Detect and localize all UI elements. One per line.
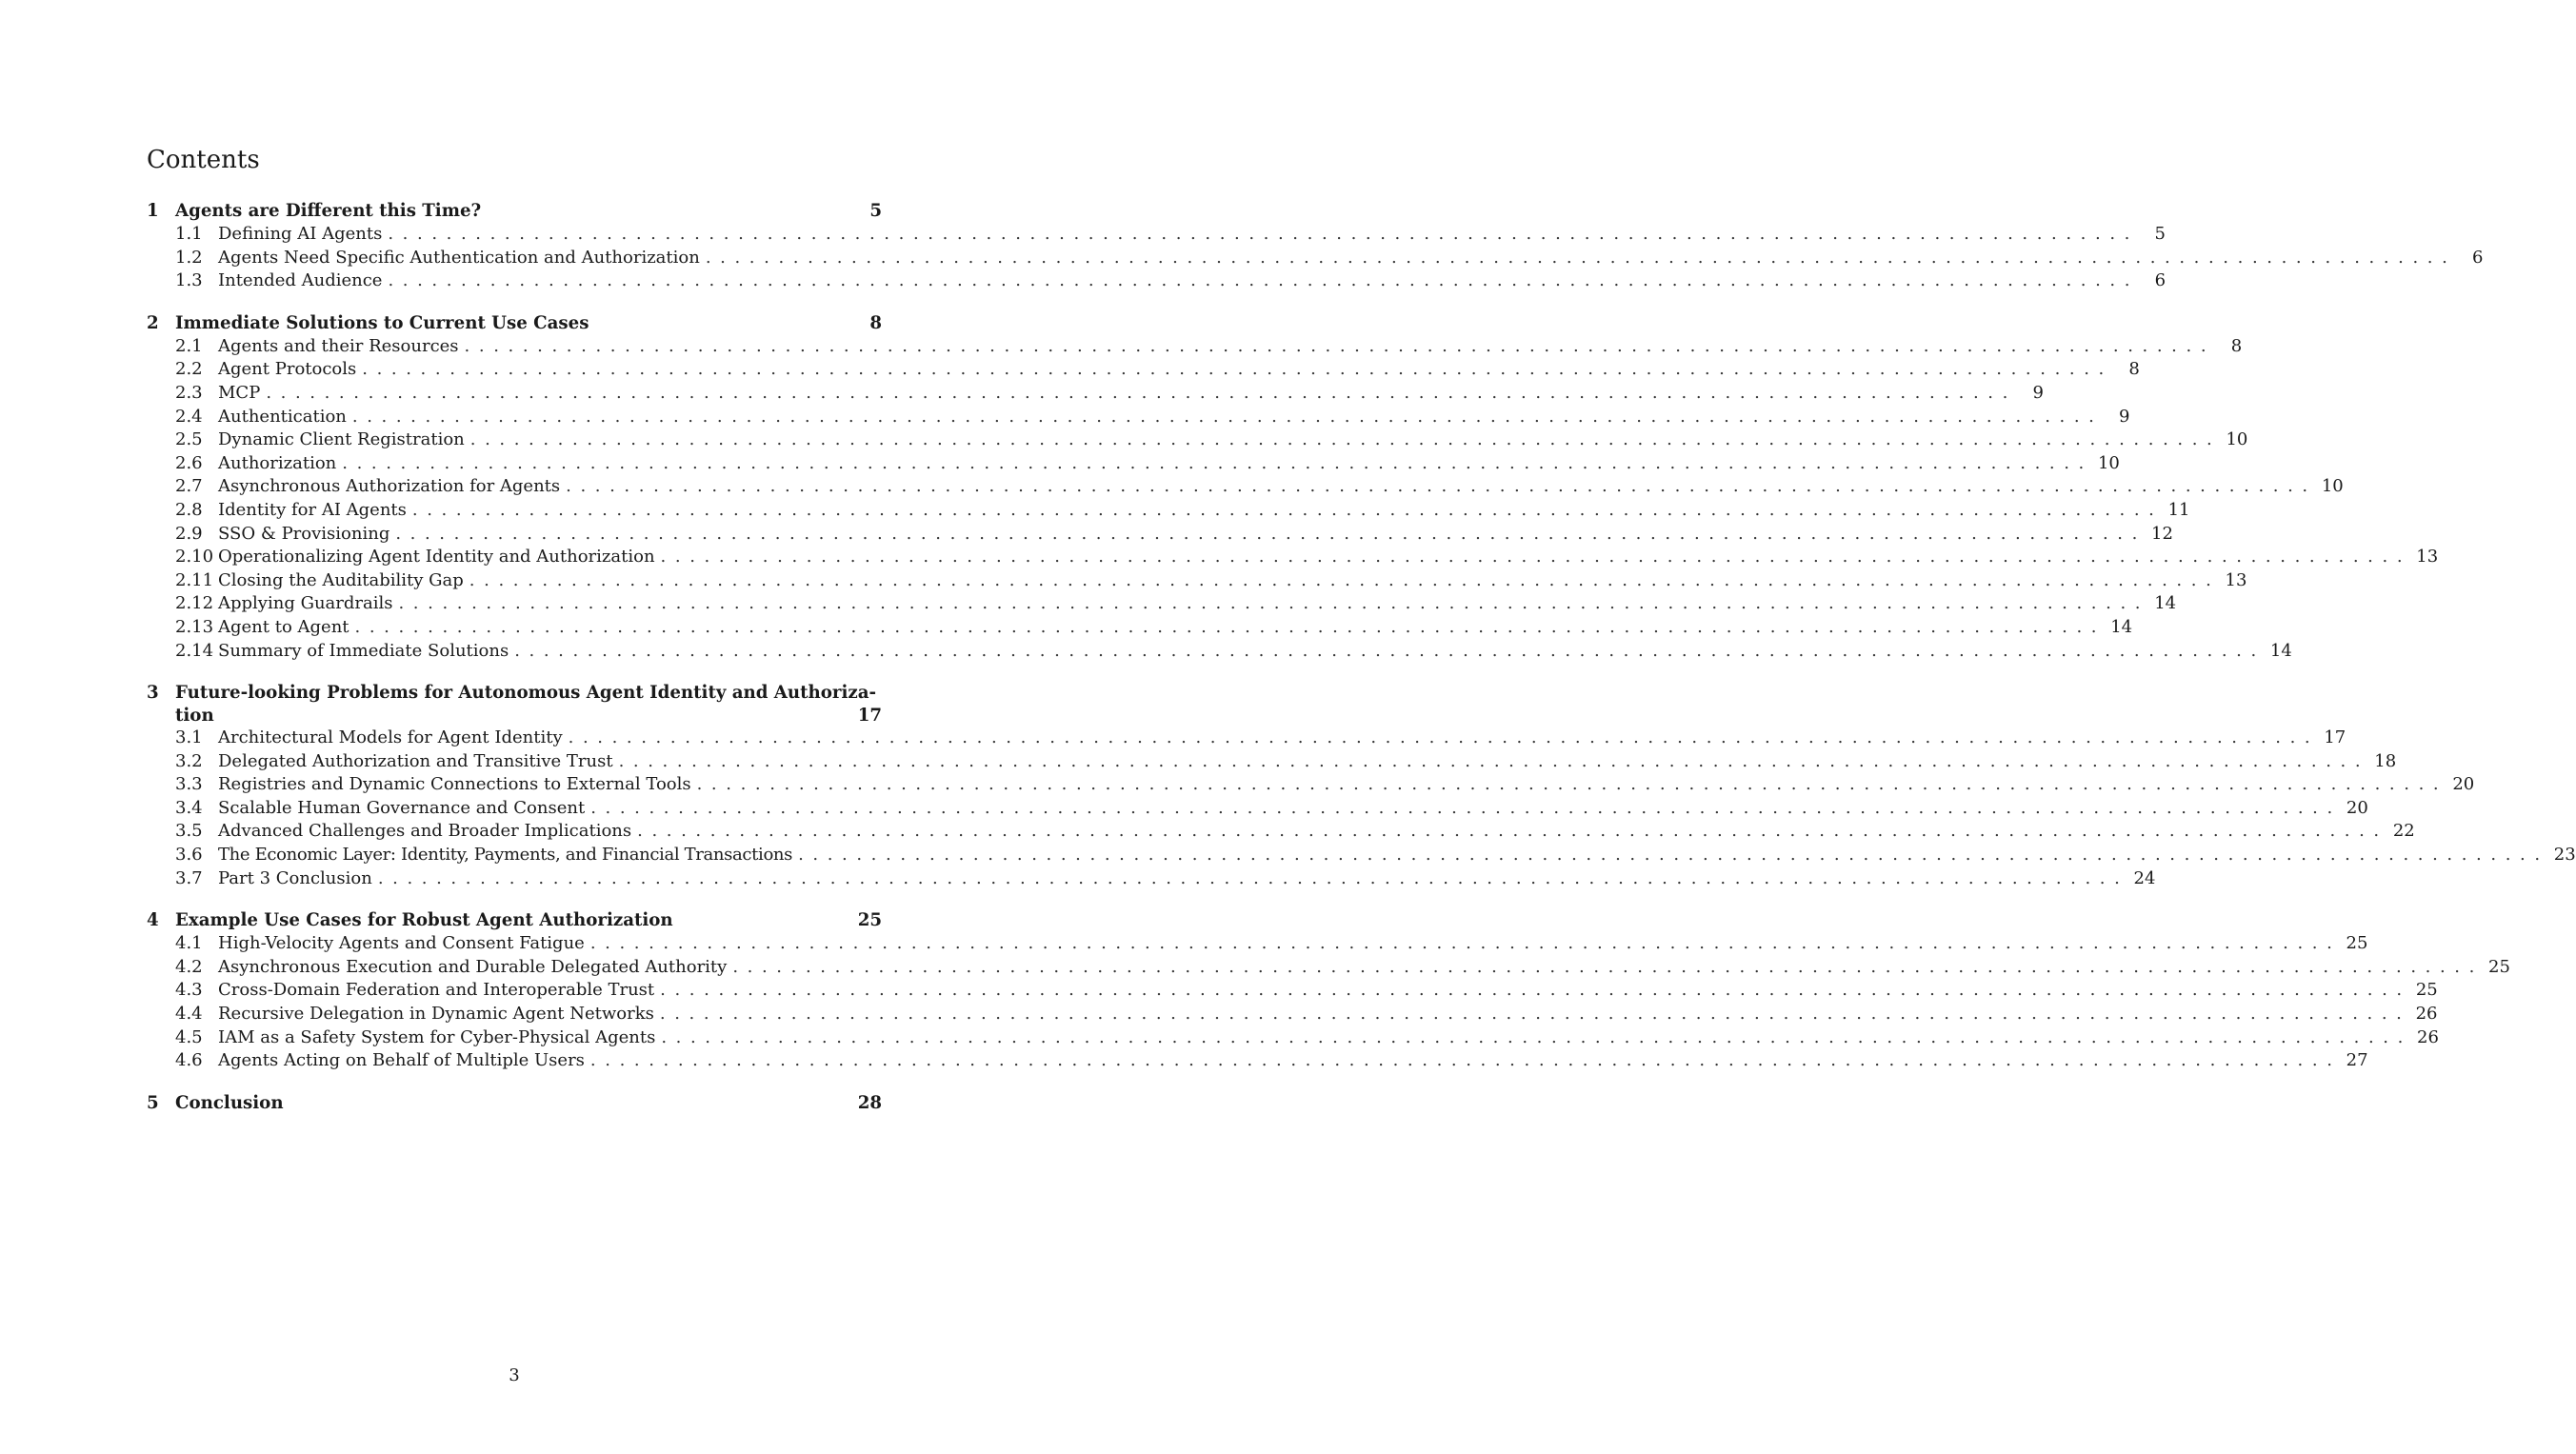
toc-section-entry[interactable] bbox=[147, 681, 882, 727]
dot-leader: ........................................................................................................................ bbox=[590, 797, 2342, 818]
subsection-page: 22 bbox=[2392, 821, 2415, 842]
toc-subsection-entry[interactable] bbox=[147, 727, 2346, 750]
section-number: 5 bbox=[147, 1092, 159, 1113]
section-title-continued: tion bbox=[175, 706, 214, 727]
subsection-number: 4.5 bbox=[175, 1026, 203, 1047]
toc-section-3 bbox=[147, 681, 2576, 890]
dot-leader: ........................................................................................................................ bbox=[661, 1026, 2412, 1047]
toc-subsection-entry[interactable] bbox=[147, 335, 2243, 359]
subsection-title: Asynchronous Authorization for Agents bbox=[218, 476, 561, 497]
subsection-number: 4.2 bbox=[175, 956, 203, 977]
subsection-page: 25 bbox=[2488, 956, 2510, 977]
toc-subsection-entry[interactable] bbox=[147, 382, 2044, 406]
subsection-title: Advanced Challenges and Broader Implications bbox=[218, 821, 632, 842]
subsection-title: Agent Protocols bbox=[218, 359, 357, 380]
subsection-title: Agents and their Resources bbox=[218, 335, 459, 356]
dot-leader: ........................................................................................................................ bbox=[354, 616, 2107, 637]
subsection-number: 2.13 bbox=[175, 616, 214, 637]
toc-subsection-entry[interactable] bbox=[147, 867, 2156, 891]
dot-leader: ........................................................................................................................ bbox=[514, 640, 2266, 661]
toc-subsection-entry[interactable] bbox=[147, 269, 2167, 293]
toc-subsection-entry[interactable] bbox=[147, 452, 2120, 476]
subsection-title: Dynamic Client Registration bbox=[218, 429, 465, 450]
subsection-page: 18 bbox=[2374, 750, 2397, 771]
subsection-number: 2.5 bbox=[175, 429, 203, 450]
dot-leader: ........................................................................................................................ bbox=[566, 476, 2317, 497]
subsection-page: 14 bbox=[2110, 616, 2133, 637]
subsection-page: 13 bbox=[2416, 547, 2439, 568]
subsection-title: Applying Guardrails bbox=[218, 593, 393, 614]
dot-leader: ........................................................................................................................ bbox=[798, 845, 2549, 866]
toc-subsection-entry[interactable] bbox=[147, 797, 2368, 821]
subsection-page: 11 bbox=[2167, 499, 2190, 520]
toc-subsection-entry[interactable] bbox=[147, 616, 2133, 640]
section-page: 5 bbox=[869, 201, 882, 221]
subsection-title: Summary of Immediate Solutions bbox=[218, 640, 509, 661]
section-number: 3 bbox=[147, 683, 159, 704]
subsection-number: 2.9 bbox=[175, 523, 203, 544]
toc-subsection-entry[interactable] bbox=[147, 592, 2177, 616]
toc-section-1 bbox=[147, 199, 2484, 293]
subsection-number: 2.14 bbox=[175, 640, 214, 661]
subsection-page: 23 bbox=[2553, 845, 2576, 866]
subsection-number: 3.2 bbox=[175, 750, 203, 771]
dot-leader: ........................................................................................................................ bbox=[411, 499, 2164, 520]
subsection-title: Closing the Auditability Gap bbox=[218, 569, 464, 590]
subsection-page: 24 bbox=[2133, 867, 2156, 888]
subsection-title: Part 3 Conclusion bbox=[218, 867, 372, 888]
toc-section-entry[interactable] bbox=[147, 311, 882, 335]
toc-subsection-entry[interactable] bbox=[147, 499, 2190, 523]
subsection-title: Defining AI Agents bbox=[218, 224, 383, 244]
toc-subsection-entry[interactable] bbox=[147, 844, 2576, 867]
subsection-title: Authorization bbox=[218, 452, 337, 473]
section-title: Future-looking Problems for Autonomous Agent Identity and Authoriza- bbox=[175, 683, 877, 704]
subsection-page: 20 bbox=[2452, 774, 2475, 795]
dot-leader: ........................................................................................................................ bbox=[351, 406, 2104, 427]
toc-subsection-entry[interactable] bbox=[147, 1049, 2368, 1073]
dot-leader: ........................................................................................................................ bbox=[266, 382, 2017, 403]
toc-heading: Contents bbox=[147, 146, 260, 174]
section-number: 4 bbox=[147, 910, 159, 931]
subsection-number: 4.1 bbox=[175, 933, 203, 954]
subsection-page: 10 bbox=[2321, 476, 2344, 497]
section-page: 28 bbox=[857, 1092, 882, 1113]
dot-leader: ........................................................................................................................ bbox=[568, 727, 2320, 748]
toc-section-entry[interactable] bbox=[147, 908, 882, 932]
dot-leader: ........................................................................................................................ bbox=[388, 224, 2139, 244]
dot-leader: ........................................................................................................................ bbox=[659, 1004, 2411, 1025]
subsection-title: High-Velocity Agents and Consent Fatigue bbox=[218, 933, 585, 954]
toc-subsection-entry[interactable] bbox=[147, 223, 2166, 247]
subsection-title: SSO & Provisioning bbox=[218, 523, 390, 544]
dot-leader: ........................................................................................................................ bbox=[637, 821, 2388, 842]
subsection-number: 1.3 bbox=[175, 270, 203, 291]
dot-leader: ........................................................................................................................ bbox=[398, 593, 2150, 614]
toc-subsection-entry[interactable] bbox=[147, 773, 2475, 797]
toc-section-entry[interactable] bbox=[147, 199, 882, 223]
toc-subsection-entry[interactable] bbox=[147, 750, 2397, 774]
dot-leader: ........................................................................................................................ bbox=[469, 429, 2222, 450]
subsection-title: Authentication bbox=[218, 406, 347, 427]
subsection-title: Operationalizing Agent Identity and Authorization bbox=[218, 547, 655, 568]
subsection-number: 4.3 bbox=[175, 980, 203, 1001]
subsection-title: Recursive Delegation in Dynamic Agent Networks bbox=[218, 1004, 654, 1025]
subsection-page: 6 bbox=[2472, 247, 2484, 268]
subsection-page: 10 bbox=[2097, 452, 2120, 473]
subsection-title: Cross-Domain Federation and Interoperable Trust bbox=[218, 980, 655, 1001]
subsection-title: IAM as a Safety System for Cyber-Physical Agents bbox=[218, 1026, 656, 1047]
subsection-title: Agents Acting on Behalf of Multiple Users bbox=[218, 1050, 585, 1071]
subsection-page: 5 bbox=[2154, 224, 2166, 244]
subsection-number: 2.10 bbox=[175, 547, 214, 568]
subsection-number: 2.1 bbox=[175, 335, 203, 356]
toc-subsection-entry[interactable] bbox=[147, 475, 2344, 499]
section-page: 8 bbox=[869, 312, 882, 333]
toc-subsection-entry[interactable] bbox=[147, 358, 2140, 382]
toc-subsection-entry[interactable] bbox=[147, 406, 2130, 429]
toc-subsection-entry[interactable] bbox=[147, 546, 2439, 569]
subsection-page: 9 bbox=[2032, 382, 2044, 403]
subsection-page: 14 bbox=[2269, 640, 2292, 661]
toc-subsection-entry[interactable] bbox=[147, 247, 2484, 270]
subsection-page: 10 bbox=[2226, 429, 2248, 450]
subsection-page: 17 bbox=[2324, 727, 2346, 748]
dot-leader: ........................................................................................................................ bbox=[377, 867, 2129, 888]
subsection-number: 1.2 bbox=[175, 247, 203, 268]
subsection-title: Registries and Dynamic Connections to External Tools bbox=[218, 774, 691, 795]
section-number: 2 bbox=[147, 312, 159, 333]
subsection-number: 2.11 bbox=[175, 569, 214, 590]
section-number: 1 bbox=[147, 201, 159, 221]
section-title: Agents are Different this Time? bbox=[175, 201, 482, 221]
toc-subsection-entry[interactable] bbox=[147, 979, 2438, 1003]
section-page: 25 bbox=[857, 910, 882, 931]
toc-subsection-entry[interactable] bbox=[147, 523, 2173, 547]
subsection-number: 2.4 bbox=[175, 406, 203, 427]
subsection-number: 2.8 bbox=[175, 499, 203, 520]
dot-leader: ........................................................................................................................ bbox=[469, 569, 2221, 590]
dot-leader: ........................................................................................................................ bbox=[388, 270, 2140, 291]
toc-subsection-entry[interactable] bbox=[147, 820, 2415, 844]
subsection-page: 14 bbox=[2154, 593, 2177, 614]
dot-leader: ........................................................................................................................ bbox=[732, 956, 2484, 977]
subsection-number: 3.3 bbox=[175, 774, 203, 795]
toc-section-5 bbox=[147, 1091, 882, 1115]
section-title: Example Use Cases for Robust Agent Authorization bbox=[175, 910, 673, 931]
dot-leader: ........................................................................................................................ bbox=[618, 750, 2370, 771]
section-title: Immediate Solutions to Current Use Cases bbox=[175, 312, 589, 333]
dot-leader: ........................................................................................................................ bbox=[660, 547, 2412, 568]
subsection-page: 26 bbox=[2415, 1004, 2438, 1025]
subsection-title: Intended Audience bbox=[218, 270, 383, 291]
subsection-title: Identity for AI Agents bbox=[218, 499, 407, 520]
toc-section-entry[interactable] bbox=[147, 1091, 882, 1115]
toc-subsection-entry[interactable] bbox=[147, 1003, 2438, 1026]
dot-leader: ........................................................................................................................ bbox=[589, 933, 2342, 954]
subsection-number: 2.12 bbox=[175, 593, 214, 614]
section-title: Conclusion bbox=[175, 1092, 284, 1113]
subsection-page: 27 bbox=[2346, 1050, 2368, 1071]
subsection-number: 2.7 bbox=[175, 476, 203, 497]
subsection-number: 3.5 bbox=[175, 821, 203, 842]
subsection-number: 2.6 bbox=[175, 452, 203, 473]
subsection-title: Delegated Authorization and Transitive Trust bbox=[218, 750, 613, 771]
subsection-page: 13 bbox=[2225, 569, 2247, 590]
subsection-page: 6 bbox=[2154, 270, 2167, 291]
toc-subsection-entry[interactable] bbox=[147, 569, 2247, 593]
subsection-number: 3.1 bbox=[175, 727, 203, 748]
toc-section-2 bbox=[147, 311, 2439, 663]
table-of-contents bbox=[147, 199, 2576, 1133]
section-title-line-2 bbox=[147, 704, 882, 727]
dot-leader: ........................................................................................................................ bbox=[362, 359, 2113, 380]
dot-leader: ........................................................................................................................ bbox=[589, 1050, 2342, 1071]
subsection-page: 25 bbox=[2346, 933, 2368, 954]
subsection-page: 8 bbox=[2128, 359, 2140, 380]
subsection-title: Asynchronous Execution and Durable Delegated Authority bbox=[218, 956, 728, 977]
subsection-page: 20 bbox=[2346, 797, 2368, 818]
dot-leader: ........................................................................................................................ bbox=[395, 523, 2147, 544]
subsection-number: 1.1 bbox=[175, 224, 203, 244]
dot-leader: ........................................................................................................................ bbox=[705, 247, 2457, 268]
subsection-page: 8 bbox=[2230, 335, 2243, 356]
subsection-title: MCP bbox=[218, 382, 261, 403]
toc-subsection-entry[interactable] bbox=[147, 1026, 2439, 1050]
subsection-title: The Economic Layer: Identity, Payments, and Financial Transactions bbox=[218, 845, 793, 866]
subsection-number: 4.4 bbox=[175, 1004, 203, 1025]
subsection-title: Agent to Agent bbox=[218, 616, 349, 637]
subsection-number: 2.3 bbox=[175, 382, 203, 403]
toc-subsection-entry[interactable] bbox=[147, 428, 2248, 452]
subsection-number: 3.4 bbox=[175, 797, 203, 818]
subsection-title: Scalable Human Governance and Consent bbox=[218, 797, 586, 818]
subsection-page: 25 bbox=[2415, 980, 2438, 1001]
dot-leader: ........................................................................................................................ bbox=[660, 980, 2411, 1001]
subsection-number: 3.7 bbox=[175, 867, 203, 888]
subsection-page: 26 bbox=[2417, 1026, 2439, 1047]
dot-leader: ........................................................................................................................ bbox=[696, 774, 2448, 795]
toc-section-4 bbox=[147, 908, 2510, 1073]
subsection-title: Architectural Models for Agent Identity bbox=[218, 727, 563, 748]
section-title-line-1 bbox=[147, 681, 882, 704]
page-number: 3 bbox=[509, 1365, 520, 1385]
dot-leader: ........................................................................................................................ bbox=[342, 452, 2093, 473]
toc-subsection-entry[interactable] bbox=[147, 956, 2510, 980]
subsection-number: 4.6 bbox=[175, 1050, 203, 1071]
subsection-title: Agents Need Specific Authentication and Authorization bbox=[218, 247, 700, 268]
subsection-page: 9 bbox=[2119, 406, 2130, 427]
subsection-page: 12 bbox=[2151, 523, 2173, 544]
toc-subsection-entry[interactable] bbox=[147, 932, 2368, 956]
subsection-number: 3.6 bbox=[175, 845, 203, 866]
section-page: 17 bbox=[857, 706, 882, 727]
toc-subsection-entry[interactable] bbox=[147, 640, 2292, 664]
dot-leader: ........................................................................................................................ bbox=[464, 335, 2216, 356]
subsection-number: 2.2 bbox=[175, 359, 203, 380]
